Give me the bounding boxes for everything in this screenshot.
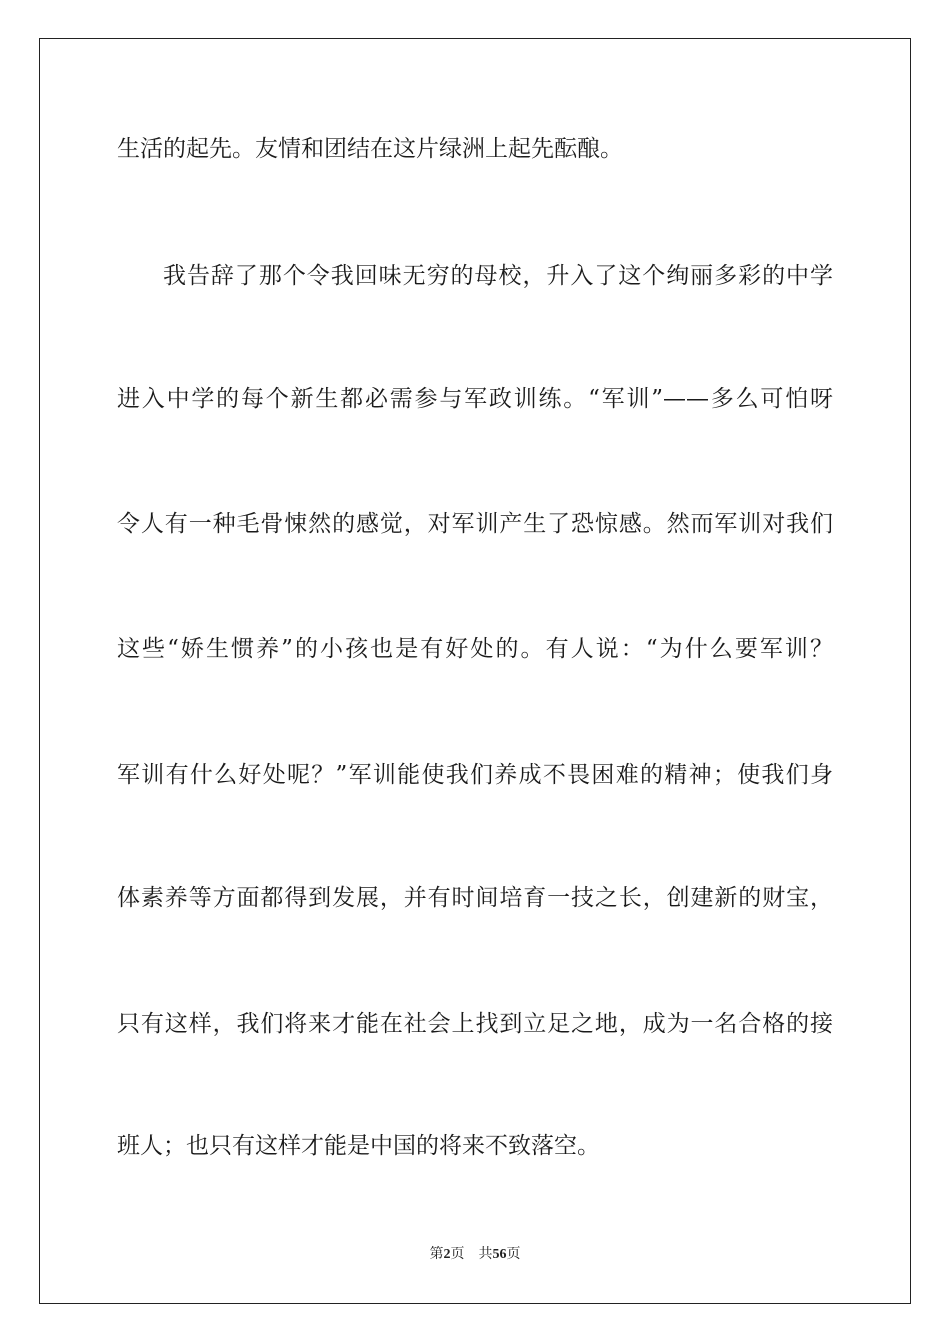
page-footer — [0, 1246, 950, 1264]
paragraph-line: 体素养等方面都得到发展，并有时间培育一技之长，创建新的财宝， — [117, 885, 833, 911]
paragraph-line: 生活的起先。友情和团结在这片绿洲上起先酝酿。 — [117, 136, 623, 162]
paragraph-line: 这些“娇生惯养”的小孩也是有好处的。有人说：“为什么要军训？ — [117, 636, 833, 662]
page-border — [39, 38, 911, 1304]
paragraph-line: 只有这样，我们将来才能在社会上找到立足之地，成为一名合格的接 — [117, 1011, 833, 1037]
total-prefix: 共 — [478, 1247, 493, 1262]
paragraph-line: 班人；也只有这样才能是中国的将来不致落空。 — [117, 1133, 600, 1159]
paragraph-line: 进入中学的每个新生都必需参与军政训练。“军训”——多么可怕呀 — [117, 386, 833, 412]
paragraph-line: 令人有一种毛骨悚然的感觉，对军训产生了恐惊感。然而军训对我们 — [117, 511, 833, 537]
paragraph-line: 军训有什么好处呢？”军训能使我们养成不畏困难的精神；使我们身 — [117, 762, 833, 788]
page-prefix: 第 — [429, 1247, 444, 1262]
paragraph-line: 我告辞了那个令我回味无穷的母校，升入了这个绚丽多彩的中学 — [163, 263, 833, 289]
page-number: 2 — [443, 1247, 451, 1262]
total-pages: 56 — [492, 1247, 507, 1262]
total-suffix: 页 — [506, 1247, 521, 1262]
page-suffix: 页 — [450, 1247, 465, 1262]
